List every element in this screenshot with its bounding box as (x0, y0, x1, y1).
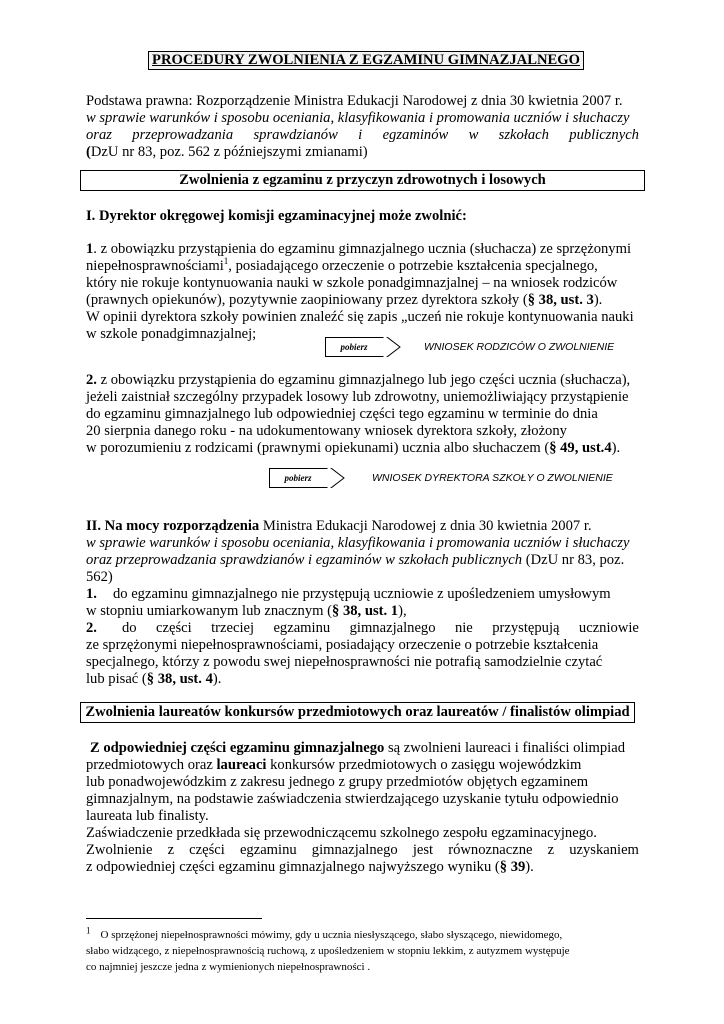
section-header-health: Zwolnienia z egzaminu z przyczyn zdrowotnych i losowych (80, 170, 645, 191)
laureates-line-6: Zaświadczenie przedkłada się przewodniczącemu szkolnego zespołu egzaminacyjnego. (86, 825, 597, 841)
form-link-director[interactable]: WNIOSEK DYREKTORA SZKOŁY O ZWOLNIENIE (372, 472, 613, 484)
item2-line-2: jeżeli zaistniał szczególny przypadek losowy lub zdrowotny, uniemożliwiający przystąpienie (86, 389, 629, 405)
footnote-divider (86, 918, 262, 919)
footnote-line-2: słabo widzącego, z niepełnosprawnością ruchową, z upośledzeniem w stopniu lekkim, z autyzmem występuje (86, 945, 570, 957)
basis-line-3: oraz przeprowadzania sprawdzianów i egzaminów w szkołach publicznych (86, 127, 639, 143)
laureates-line-5: laureata lub finalisty. (86, 808, 209, 824)
section-II-point-1-cont: w stopniu umiarkowanym lub znacznym (§ 38, ust. 1), (86, 603, 407, 619)
heading-I: I. Dyrektor okręgowej komisji egzaminacyjnej może zwolnić: (86, 208, 467, 224)
footnote-line-1: $^1$ O sprzężonej niepełnosprawności mówimy, gdy u ucznia niesłyszącego, słabo słyszącego, niewidomego, (86, 925, 563, 941)
item1-line-3: który nie rokuje kontynuowania nauki w szkole ponadgimnazjalnej – na wniosek rodziców (86, 275, 618, 291)
page-title: PROCEDURY ZWOLNIENIA Z EGZAMINU GIMNAZJALNEGO (148, 51, 584, 70)
section-II-line-2: w sprawie warunków i sposobu oceniania, klasyfikowania i promowania uczniów i słuchaczy (86, 535, 630, 551)
basis-line-4: (DzU nr 83, poz. 562 z późniejszymi zmianami) (86, 144, 368, 160)
laureates-line-7: Zwolnienie z części egzaminu gimnazjalnego jest równoznaczne z uzyskaniem (86, 842, 639, 858)
item2-line-4: 20 sierpnia danego roku - na udokumentowany wniosek dyrektora szkoły, złożony (86, 423, 567, 439)
form-link-parents[interactable]: WNIOSEK RODZICÓW O ZWOLNIENIE (424, 341, 615, 353)
basis-line-1: Podstawa prawna: Rozporządzenie Ministra Edukacji Narodowej z dnia 30 kwietnia 2007 r. (86, 93, 623, 109)
section-header-laureates: Zwolnienia laureatów konkursów przedmiotowych oraz laureatów / finalistów olimpiad (80, 702, 635, 723)
laureates-line-4: gimnazjalnym, na podstawie zaświadczenia stwierdzającego uzyskanie tytułu odpowiednio (86, 791, 619, 807)
section-II-point-2-cont-1: ze sprzężonymi niepełnosprawnościami, posiadający orzeczenie o potrzebie kształcenia (86, 637, 599, 653)
footnote-ref[interactable]: 1 (223, 256, 229, 267)
item1-line-2: niepełnosprawnościami$^1$, posiadającego orzeczenie o potrzebie kształcenia specjalnego, (86, 256, 598, 274)
download-button-director[interactable]: pobierz (269, 468, 345, 488)
section-II-line-1: II. Na mocy rozporządzenia Ministra Edukacji Narodowej z dnia 30 kwietnia 2007 r. (86, 518, 592, 534)
laureates-line-3: lub ponadwojewódzkim z zakresu jednego z grupy przedmiotów objętych egzaminem (86, 774, 589, 790)
download-button-parents[interactable]: pobierz (325, 337, 401, 357)
section-II-point-2-cont-2: specjalnego, którzy z powodu swej niepełnosprawności nie potrafią samodzielnie czytać (86, 654, 603, 670)
laureates-line-1: Z odpowiedniej części egzaminu gimnazjalnego są zwolnieni laureaci i finaliści olimpiad (90, 740, 626, 756)
laureates-line-8: z odpowiedniej części egzaminu gimnazjalnego najwyższego wyniku (§ 39). (86, 859, 534, 875)
item2-line-5: w porozumieniu z rodzicami (prawnymi opiekunami) ucznia albo słuchaczem (§ 49, ust.4). (86, 440, 621, 456)
section-II-line-3: oraz przeprowadzania sprawdzianów i egzaminów w szkołach publicznych (DzU nr 83, poz. (86, 552, 625, 568)
item1-line-5: W opinii dyrektora szkoły powinien znaleźć się zapis „uczeń nie rokuje kontynuowania nauki (86, 309, 634, 325)
item2-line-3: do egzaminu gimnazjalnego lub odpowiedniej części tego egzaminu w terminie do dnia (86, 406, 598, 422)
section-II-point-1: 1. do egzaminu gimnazjalnego nie przystępują uczniowie z upośledzeniem umysłowym (86, 586, 611, 602)
item2-line-1: 2. z obowiązku przystąpienia do egzaminu gimnazjalnego lub jego części ucznia (słuchacza), (86, 372, 631, 388)
item1-line-4: (prawnych opiekunów), pozytywnie zaopiniowany przez dyrektora szkoły (§ 38, ust. 3). (86, 292, 603, 308)
footnote-line-3: co najmniej jeszcze jedna z wymienionych niepełnosprawności . (86, 961, 371, 973)
laureates-line-2: przedmiotowych oraz laureaci konkursów przedmiotowych o zasięgu wojewódzkim (86, 757, 582, 773)
basis-line-2: w sprawie warunków i sposobu oceniania, klasyfikowania i promowania uczniów i słuchaczy (86, 110, 630, 126)
item1-line-6: w szkole ponadgimnazjalnej; (86, 326, 257, 342)
section-II-point-2-cont-3: lub pisać (§ 38, ust. 4). (86, 671, 222, 687)
item1-line-1: 1. z obowiązku przystąpienia do egzaminu gimnazjalnego ucznia (słuchacza) ze sprzężonymi (86, 241, 632, 257)
section-II-line-4: 562) (86, 569, 113, 585)
